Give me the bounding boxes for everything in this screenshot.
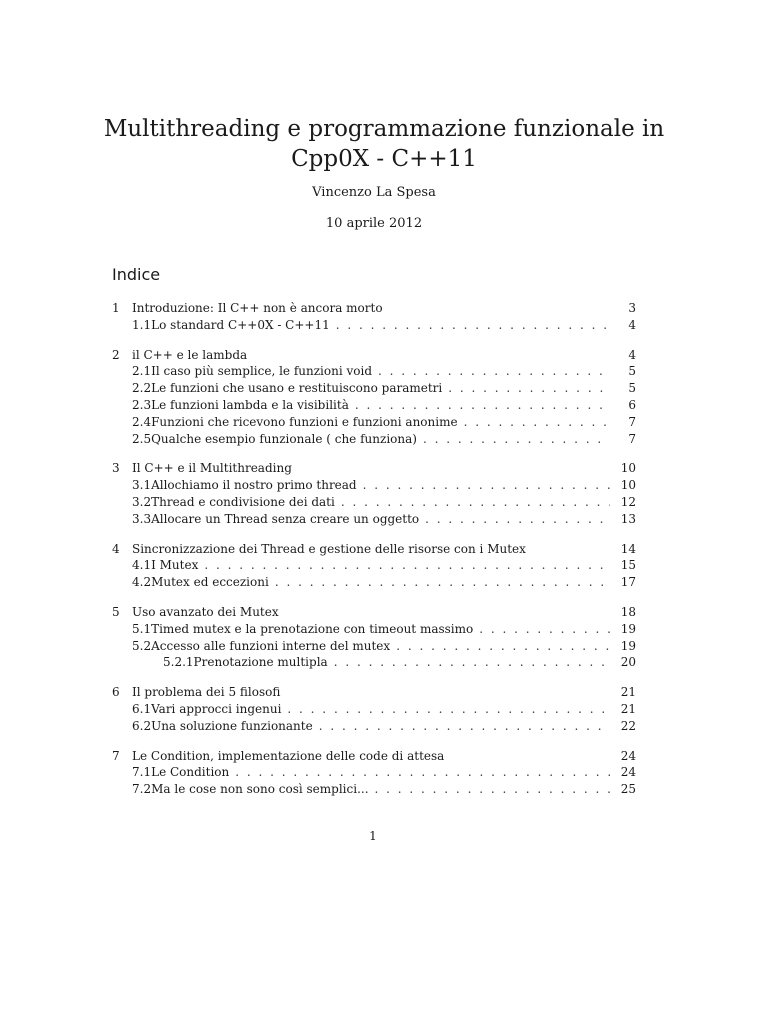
- toc-subsection-title: Lo standard C++0X - C++11: [151, 317, 330, 332]
- toc-subsection-number: 5.1: [132, 621, 152, 636]
- toc-section-title: Introduzione: Il C++ non è ancora morto: [132, 301, 383, 315]
- toc-section: [112, 347, 636, 448]
- toc-entry-section[interactable]: [112, 347, 636, 364]
- toc-page-number: 22: [620, 718, 636, 733]
- toc-subsection-number: 3.3: [132, 511, 152, 526]
- toc-page-number: 10: [620, 461, 636, 476]
- toc-entry-subsection[interactable]: [112, 574, 636, 591]
- toc-subsection-number: 2.4: [132, 414, 152, 429]
- toc-entry-subsection[interactable]: [112, 380, 636, 397]
- toc-dot-leader: [269, 574, 610, 591]
- toc-section: [112, 684, 636, 734]
- toc-subsection-title: Allochiamo il nostro primo thread: [151, 478, 357, 493]
- toc-subsection-title: Accesso alle funzioni interne del mutex: [151, 638, 391, 653]
- toc-entry-section[interactable]: [112, 604, 636, 621]
- toc-dot-leader: [473, 621, 610, 638]
- toc-section-title: Uso avanzato dei Mutex: [132, 604, 279, 619]
- toc-page-number: 7: [628, 414, 636, 429]
- toc-entry-subsection[interactable]: [112, 397, 636, 414]
- toc-entry-subsection[interactable]: [112, 494, 636, 511]
- toc-entry-subsection[interactable]: [112, 477, 636, 494]
- toc-entry-subsection[interactable]: [112, 701, 636, 718]
- toc-dot-leader: [442, 380, 610, 397]
- toc-subsection-title: Funzioni che ricevono funzioni e funzioni anonime: [151, 414, 458, 429]
- toc-dot-leader: [369, 781, 610, 798]
- toc-subsection-title: Le funzioni che usano e restituiscono parametri: [151, 381, 443, 396]
- toc-page-number: 19: [620, 621, 636, 636]
- toc-dot-leader: [349, 397, 610, 414]
- toc-dot-leader: [229, 764, 610, 781]
- document-author: Vincenzo La Spesa: [312, 185, 436, 200]
- toc-subsection-title: Le funzioni lambda e la visibilità: [151, 397, 349, 412]
- toc-dot-leader: [328, 654, 610, 671]
- toc-section: [112, 300, 636, 334]
- toc-section-title: Sincronizzazione dei Thread e gestione delle risorse con i Mutex: [132, 541, 526, 556]
- toc-section-number: 6: [112, 685, 120, 700]
- page-number: 1: [369, 829, 377, 843]
- toc-subsection-number: 2.3: [132, 397, 152, 412]
- toc-entry-subsection[interactable]: [112, 414, 636, 431]
- toc-dot-leader: [419, 511, 610, 528]
- toc-entry-subsection[interactable]: [112, 317, 636, 334]
- toc-entry-subsection[interactable]: [112, 431, 636, 448]
- toc-dot-leader: [313, 718, 610, 735]
- toc-entry-subsection[interactable]: [112, 654, 636, 671]
- toc-subsection-title: Ma le cose non sono così semplici...: [151, 782, 369, 797]
- toc-subsection-title: Le Condition: [151, 765, 230, 780]
- toc-subsection-title: Vari approcci ingenui: [151, 701, 282, 716]
- toc-section-title: il C++ e le lambda: [132, 347, 248, 362]
- toc-entry-section[interactable]: [112, 460, 636, 477]
- toc-subsection-number: 5.2.1: [163, 655, 194, 670]
- toc-page-number: 4: [628, 317, 636, 332]
- toc-page-number: 24: [620, 748, 636, 763]
- toc-subsection-number: 3.1: [132, 478, 152, 493]
- toc-subsection-number: 2.2: [132, 381, 152, 396]
- toc-entry-subsection[interactable]: [112, 638, 636, 655]
- toc-page-number: 18: [620, 604, 636, 619]
- toc-dot-leader: [198, 557, 610, 574]
- toc-page-number: 20: [620, 655, 636, 670]
- toc-page-number: 6: [628, 397, 636, 412]
- toc-section: [112, 604, 636, 671]
- toc-section: [112, 748, 636, 798]
- toc-subsection-title: I Mutex: [151, 558, 199, 573]
- toc-dot-leader: [330, 317, 610, 334]
- toc-section-number: 5: [112, 604, 120, 619]
- toc-entry-subsection[interactable]: [112, 511, 636, 528]
- toc-entry-section[interactable]: [112, 541, 636, 558]
- toc-subsection-title: Il caso più semplice, le funzioni void: [151, 364, 373, 379]
- toc-section-title: Le Condition, implementazione delle code di attesa: [132, 748, 445, 763]
- toc-page-number: 5: [628, 381, 636, 396]
- table-of-contents: [112, 300, 636, 811]
- toc-page-number: 21: [620, 701, 636, 716]
- toc-section: [112, 541, 636, 591]
- toc-subsection-number: 2.1: [132, 364, 152, 379]
- toc-subsection-number: 2.5: [132, 431, 152, 446]
- toc-page-number: 4: [628, 347, 636, 362]
- toc-section: [112, 460, 636, 527]
- toc-page-number: 15: [620, 558, 636, 573]
- toc-entry-subsection[interactable]: [112, 718, 636, 735]
- toc-subsection-number: 7.2: [132, 782, 152, 797]
- toc-page-number: 24: [620, 765, 636, 780]
- toc-entry-subsection[interactable]: [112, 621, 636, 638]
- toc-subsection-number: 4.2: [132, 575, 152, 590]
- toc-dot-leader: [417, 431, 610, 448]
- toc-subsection-title: Timed mutex e la prenotazione con timeout massimo: [151, 621, 474, 636]
- toc-section-title: Il C++ e il Multithreading: [132, 461, 292, 476]
- toc-subsection-title: Thread e condivisione dei dati: [151, 494, 335, 509]
- toc-heading: Indice: [112, 265, 161, 284]
- toc-entry-section[interactable]: [112, 684, 636, 701]
- toc-subsection-title: Qualche esempio funzionale ( che funziona): [151, 431, 417, 446]
- toc-page-number: 17: [620, 575, 636, 590]
- toc-entry-subsection[interactable]: [112, 557, 636, 574]
- toc-section-number: 3: [112, 461, 120, 476]
- toc-page-number: 21: [620, 685, 636, 700]
- toc-subsection-title: Allocare un Thread senza creare un oggetto: [151, 511, 420, 526]
- toc-page-number: 12: [620, 494, 636, 509]
- toc-subsection-number: 6.1: [132, 701, 152, 716]
- toc-entry-section[interactable]: [112, 300, 636, 317]
- toc-entry-section[interactable]: [112, 748, 636, 765]
- toc-dot-leader: [458, 414, 610, 431]
- toc-dot-leader: [357, 477, 610, 494]
- toc-subsection-number: 6.2: [132, 718, 152, 733]
- toc-page-number: 10: [620, 478, 636, 493]
- toc-subsection-number: 5.2: [132, 638, 152, 653]
- toc-page-number: 3: [628, 301, 636, 315]
- toc-entry-subsection[interactable]: [112, 764, 636, 781]
- toc-page-number: 14: [620, 541, 636, 556]
- toc-dot-leader: [372, 363, 610, 380]
- toc-section-number: 7: [112, 748, 120, 763]
- toc-section-number: 2: [112, 347, 120, 362]
- toc-subsection-number: 4.1: [132, 558, 152, 573]
- toc-dot-leader: [335, 494, 610, 511]
- toc-page-number: 25: [620, 782, 636, 797]
- toc-subsection-number: 1.1: [132, 317, 152, 332]
- toc-entry-subsection[interactable]: [112, 781, 636, 798]
- toc-subsection-number: 3.2: [132, 494, 152, 509]
- toc-page-number: 7: [628, 431, 636, 446]
- toc-section-number: 4: [112, 541, 120, 556]
- toc-subsection-title: Una soluzione funzionante: [151, 718, 313, 733]
- toc-dot-leader: [390, 638, 610, 655]
- toc-page-number: 19: [620, 638, 636, 653]
- toc-section-number: 1: [112, 301, 120, 315]
- document-date: 10 aprile 2012: [325, 216, 423, 231]
- toc-entry-subsection[interactable]: [112, 363, 636, 380]
- toc-subsection-title: Prenotazione multipla: [193, 655, 328, 670]
- toc-section-title: Il problema dei 5 filosofi: [132, 685, 281, 700]
- toc-subsection-title: Mutex ed eccezioni: [151, 575, 269, 590]
- toc-subsection-number: 7.1: [132, 765, 152, 780]
- toc-page-number: 5: [628, 364, 636, 379]
- document-title: Multithreading e programmazione funzionale in Cpp0X - C++11: [103, 116, 665, 172]
- toc-page-number: 13: [620, 511, 636, 526]
- toc-dot-leader: [281, 701, 610, 718]
